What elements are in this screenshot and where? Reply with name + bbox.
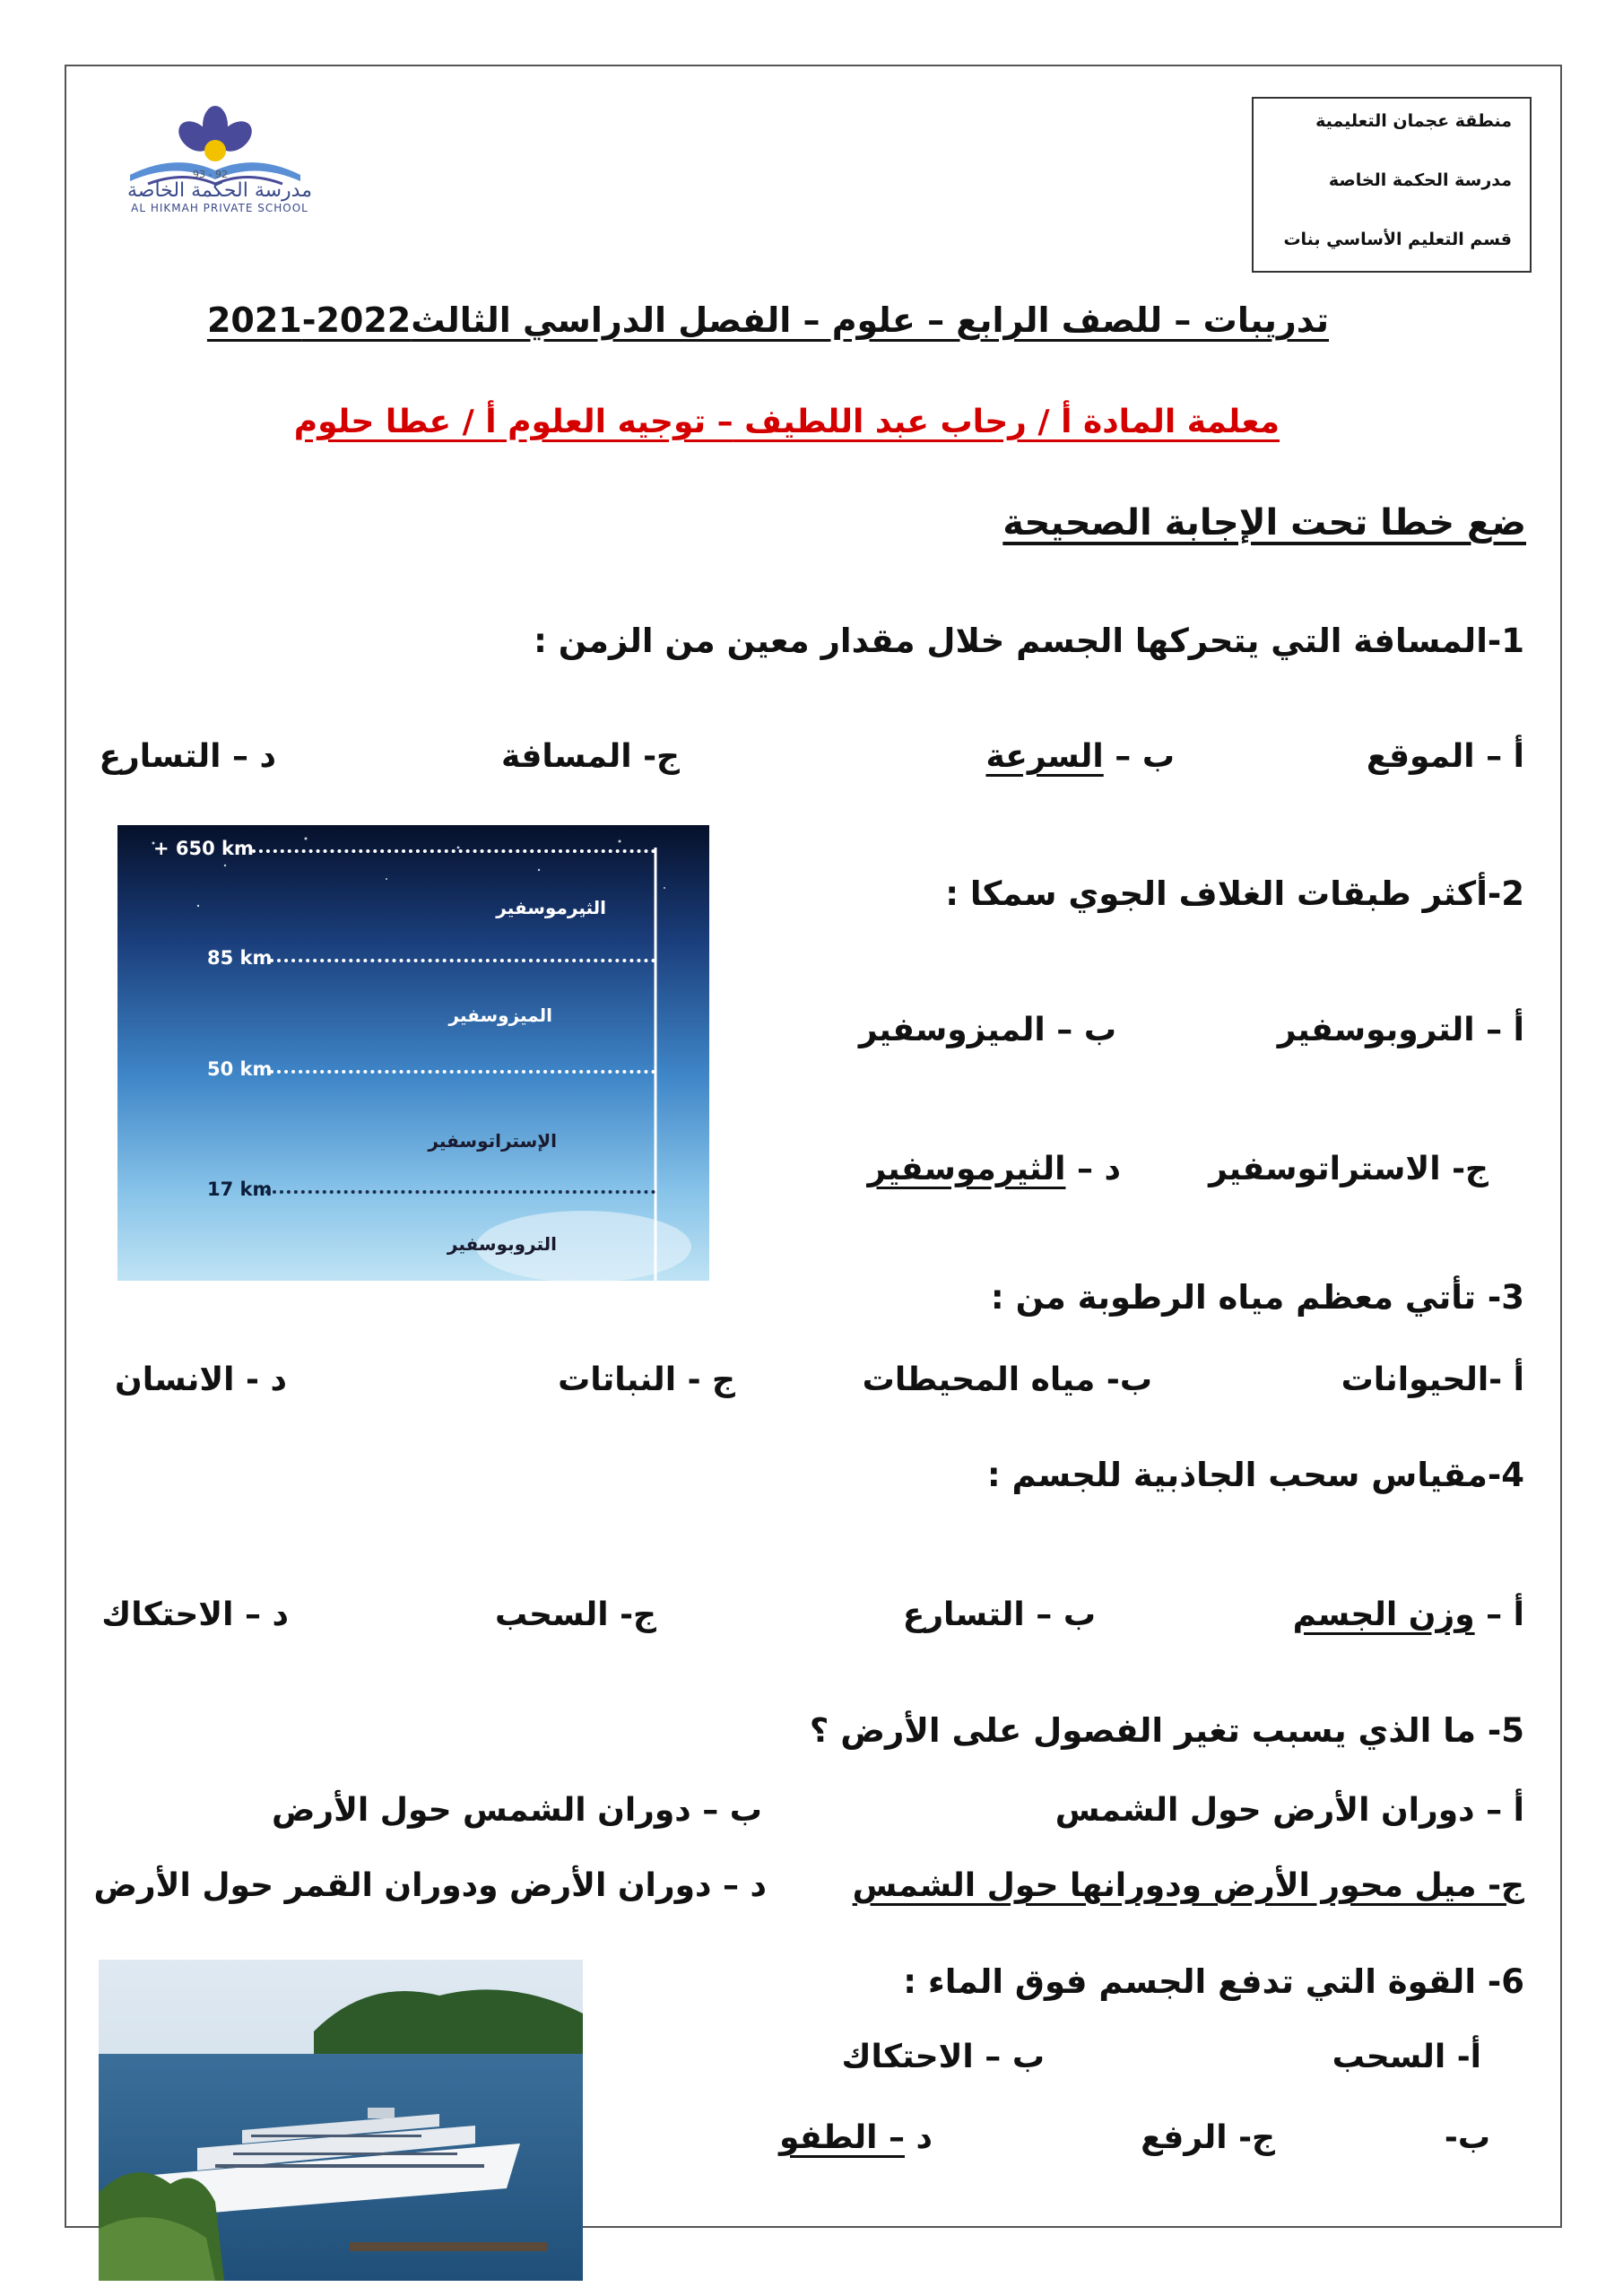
altitude-17: 17 km <box>207 1178 273 1200</box>
logo-english-name: AL HIKMAH PRIVATE SCHOOL <box>131 202 308 214</box>
logo-arabic-name: مدرسة الحكمة الخاصة <box>126 179 313 202</box>
q6-option-b: ب – الاحتكاك <box>841 2039 1045 2075</box>
region-name: منطقة عجمان التعليمية <box>1315 111 1512 131</box>
logo-number: 93 - 92 <box>193 169 228 180</box>
altitude-50: 50 km <box>207 1058 273 1080</box>
atmosphere-layers-image <box>117 825 709 1281</box>
q3-option-d: د - الانسان <box>114 1361 287 1398</box>
worksheet-title: تدريبات – للصف الرابع – علوم – الفصل الدراسي الثالث2022-2021 <box>206 300 1329 340</box>
dotted-line <box>270 959 655 962</box>
troposphere-label: التروبوسفير <box>447 1233 557 1255</box>
question-2: 2-أكثر طبقات الغلاف الجوي سمكا : <box>945 874 1524 913</box>
q1-option-d: د – التسارع <box>99 738 276 775</box>
q2-option-c: ج- الاستراتوسفير <box>1209 1151 1488 1187</box>
q6-option-a: أ- السحب <box>1332 2039 1481 2075</box>
altitude-650: + 650 km <box>153 838 254 859</box>
question-1: 1-المسافة التي يتحركها الجسم خلال مقدار معين من الزمن : <box>534 622 1524 660</box>
q5-option-d: د – دوران الأرض ودوران القمر حول الأرض <box>93 1867 767 1904</box>
school-name: مدرسة الحكمة الخاصة <box>1328 170 1512 190</box>
question-5: 5- ما الذي يسبب تغير الفصول على الأرض ؟ <box>809 1711 1524 1750</box>
thermosphere-label: الثيرموسفير <box>496 897 606 918</box>
q6-option-b-repeat: ب- <box>1444 2119 1490 2156</box>
q4-option-d: د – الاحتكاك <box>101 1596 289 1633</box>
q6-underlined-answer: – الطفو <box>779 2119 905 2156</box>
question-3: 3- تأتي معظم مياه الرطوبة من : <box>990 1278 1524 1317</box>
cruise-ship-image <box>99 1960 583 2281</box>
altitude-85: 85 km <box>207 947 273 969</box>
supervisor-name: – توجيه العلوم أ / عطا حلوم <box>293 404 733 440</box>
q6-option-d: د – الطفو <box>779 2119 933 2156</box>
q3-option-a: أ -الحيوانات <box>1341 1361 1524 1398</box>
q2-underlined-answer: الثيرموسفير <box>867 1151 1066 1187</box>
q6-option-c: ج- الرفع <box>1141 2119 1275 2156</box>
q2-option-b: ب – الميزوسفير <box>858 1012 1116 1048</box>
teacher-name: معلمة المادة أ / رحاب عبد اللطيف <box>733 404 1280 440</box>
question-6: 6- القوة التي تدفع الجسم فوق الماء : <box>903 1962 1524 2001</box>
school-info-box <box>1252 97 1532 273</box>
q5-option-a: أ – دوران الأرض حول الشمس <box>1055 1792 1524 1829</box>
sky-background <box>117 825 709 1281</box>
q1-option-a: أ – الموقع <box>1366 738 1524 775</box>
q2-option-d: د – الثيرموسفير <box>867 1151 1121 1187</box>
instruction: ضع خطا تحت الإجابة الصحيحة <box>1002 502 1526 544</box>
dotted-line <box>252 849 655 853</box>
q5-option-b: ب – دوران الشمس حول الأرض <box>271 1792 762 1829</box>
q4-option-a: أ – وزن الجسم <box>1292 1596 1524 1633</box>
mesosphere-label: الميزوسفير <box>448 1004 552 1026</box>
q4-option-b: ب – التسارع <box>902 1596 1096 1633</box>
stratosphere-label: الإستراتوسفير <box>428 1130 557 1152</box>
teacher-line <box>294 404 1280 440</box>
question-4: 4-مقياس سحب الجاذبية للجسم : <box>986 1456 1524 1494</box>
q4-option-c: ج- السحب <box>495 1596 656 1633</box>
q1-option-c: ج- المسافة <box>501 738 680 775</box>
q1-underlined-answer: السرعة <box>985 738 1104 775</box>
q4-underlined-answer: وزن الجسم <box>1292 1596 1475 1633</box>
dotted-line <box>265 1190 655 1194</box>
q3-option-c: ج - النباتات <box>558 1361 735 1398</box>
q5-option-c: ج- ميل محور الأرض ودورانها حول الشمس <box>852 1867 1524 1904</box>
q2-option-a: أ – التروبوسفير <box>1277 1012 1524 1048</box>
dotted-line <box>270 1070 655 1074</box>
department-name: قسم التعليم الأساسي بنات <box>1283 230 1512 249</box>
q1-option-b: ب – السرعة <box>985 738 1175 775</box>
q3-option-b: ب- مياه المحيطات <box>862 1361 1152 1398</box>
